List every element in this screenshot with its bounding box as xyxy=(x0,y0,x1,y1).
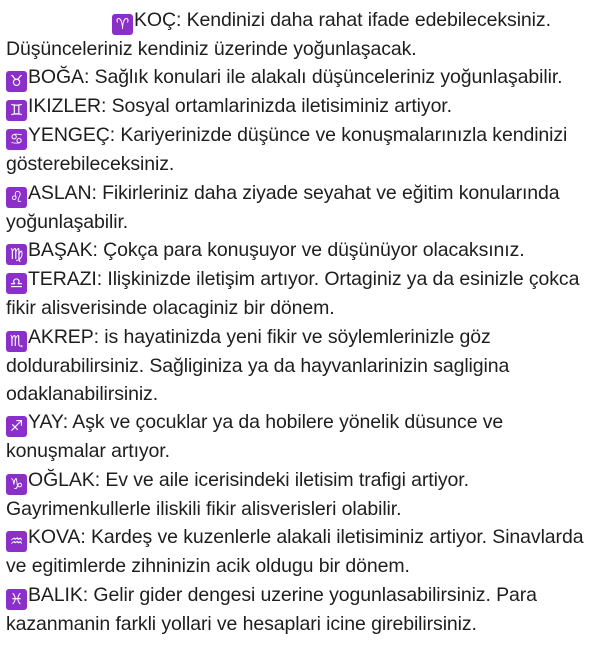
entry-sagittarius xyxy=(6,408,592,465)
entry-aquarius xyxy=(6,523,592,580)
leo-icon: ♌ xyxy=(6,187,27,208)
entry-libra xyxy=(6,265,592,322)
entry-aries xyxy=(6,6,592,63)
sign-text: : Ev ve aile icerisindeki iletisim trafigi artiyor. Gayrimenkullerle iliskili fikir alisverisleri olabilir. xyxy=(6,468,469,520)
sign-text: : Kendinizi daha rahat ifade edebileceksiniz. Düşünceleriniz kendiniz üzerinde yoğunlaşacak. xyxy=(6,9,551,60)
sign-text: : Aşk ve çocuklar ya da hobilere yönelik düsunce ve konuşmalar artıyor. xyxy=(6,411,504,463)
sign-name: TERAZI xyxy=(28,268,97,291)
pisces-icon: ♓ xyxy=(6,589,27,610)
cancer-icon: ♋ xyxy=(6,129,27,150)
taurus-icon: ♉ xyxy=(6,71,27,92)
aquarius-icon: ♒ xyxy=(6,531,27,552)
entry-virgo xyxy=(6,236,592,265)
gemini-icon: ♊ xyxy=(6,100,27,121)
sign-name: ASLAN xyxy=(28,181,92,204)
aries-icon: ♈ xyxy=(112,14,133,35)
entry-capricorn xyxy=(6,466,592,523)
entry-scorpio xyxy=(6,323,592,409)
virgo-icon: ♍ xyxy=(6,244,27,265)
sign-text: : Sosyal ortamlarinizda iletisiminiz artiyor. xyxy=(101,95,452,118)
sign-name: IKIZLER xyxy=(28,95,101,118)
sign-text: : Sağlık konulari ile alakalı düşünceleriniz yoğunlaşabilir. xyxy=(83,66,563,89)
entry-taurus xyxy=(6,63,592,92)
sign-name: BOĞA xyxy=(28,66,84,89)
sign-name: AKREP xyxy=(28,325,94,348)
entry-gemini xyxy=(6,92,592,121)
sign-name: OĞLAK xyxy=(28,468,95,491)
entry-leo xyxy=(6,179,592,236)
sign-name: BALIK xyxy=(28,583,83,606)
sign-name: BAŞAK xyxy=(28,239,93,262)
sagittarius-icon: ♐ xyxy=(6,416,27,437)
capricorn-icon: ♑ xyxy=(6,474,27,495)
sign-name: YENGEÇ xyxy=(28,124,110,147)
libra-icon: ♎ xyxy=(6,273,27,294)
sign-name: KOVA xyxy=(28,526,81,549)
sign-text: : Gelir gider dengesi uzerine yogunlasabilirsiniz. Para kazanmanin farkli yollari ve hesaplari icine girebilirsiniz. xyxy=(6,583,537,635)
sign-text: : Ilişkinizde iletişim artıyor. Ortaginiz ya da esinizle çokca fikir alisverisinde olacaginiz bir dönem. xyxy=(6,268,580,320)
sign-text: : Çokça para konuşuyor ve düşünüyor olacaksınız. xyxy=(92,239,525,262)
sign-name: YAY xyxy=(28,411,63,434)
entry-cancer xyxy=(6,121,592,178)
sign-text: : Kariyerinizde düşünce ve konuşmalarınızla kendinizi gösterebileceksiniz. xyxy=(6,124,568,176)
sign-name: KOÇ xyxy=(134,9,176,31)
sign-text: : Fikirleriniz daha ziyade seyahat ve eğitim konularında yoğunlaşabilir. xyxy=(6,181,560,233)
scorpio-icon: ♏ xyxy=(6,331,27,352)
entry-pisces xyxy=(6,581,592,638)
sign-text: : is hayatinizda yeni fikir ve söylemlerinizle göz doldurabilirsiniz. Sağliginiza ya da hayvanlarinizin sagligina odaklanabilirsiniz. xyxy=(6,325,510,406)
sign-text: : Kardeş ve kuzenlerle alakali iletisiminiz artiyor. Sinavlarda ve egitimlerde zihninizin acik oldugu bir dönem. xyxy=(6,526,584,578)
